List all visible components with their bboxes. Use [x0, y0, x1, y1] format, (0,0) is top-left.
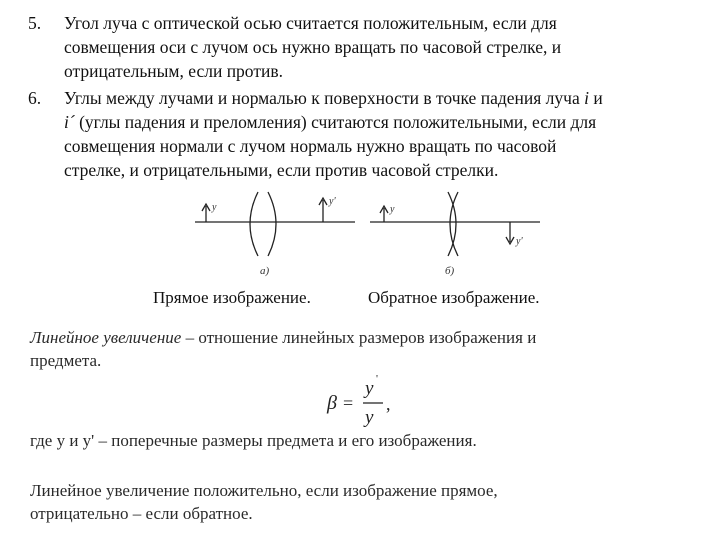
text-line: Угол луча с оптической осью считается положительным, если для [64, 13, 557, 33]
text-line [64, 110, 694, 134]
text-fragment: и [588, 88, 603, 108]
text-line: совмещения оси с лучом ось нужно вращать по часовой стрелке, и [64, 37, 562, 57]
lens-right-surface [268, 192, 276, 256]
text-line [30, 326, 680, 349]
item-number: 5. [28, 13, 42, 33]
text-fragment: (углы падения и преломления) считаются положительными, если для [74, 112, 597, 132]
sign-rule [30, 479, 680, 525]
text-fragment: – отношение линейных размеров изображения и [181, 328, 537, 347]
lens-right-surface [450, 192, 458, 256]
figure-label-b: б) [445, 265, 455, 277]
lens-diagram [190, 188, 550, 288]
text-line: совмещения нормали с лучом нормаль нужно вращать по часовой [64, 136, 557, 156]
caption-inverse-image: Обратное изображение. [368, 288, 540, 307]
term: Линейное увеличение [30, 328, 182, 347]
numerator: y [365, 378, 374, 399]
text-line: предмета. [30, 351, 102, 370]
text-line: стрелке, и отрицательными, если против часовой стрелки. [64, 160, 499, 180]
denominator: y [365, 407, 374, 428]
definition [30, 326, 680, 372]
figure-label-a: a) [260, 265, 270, 277]
formula-comma: , [386, 394, 391, 414]
where-line: где y и y' – поперечные размеры предмета и его изображения. [30, 431, 477, 450]
lens-left-surface [448, 192, 456, 256]
diagram-inverse-image [370, 192, 540, 256]
lens-left-surface [250, 192, 258, 256]
numerator-prime: ' [376, 374, 378, 385]
item-number: 6. [28, 88, 42, 108]
caption-direct-image: Прямое изображение. [153, 288, 311, 307]
text-line: Линейное увеличение положительно, если изображение прямое, [30, 481, 498, 500]
variable-i: i [584, 88, 589, 108]
magnification-formula [325, 374, 405, 432]
beta-symbol: β [327, 392, 337, 414]
label-image: y' [329, 196, 336, 207]
label-object: y [390, 204, 395, 215]
text-line: отрицательным, если против. [64, 61, 283, 81]
variable-i-prime: i´ [64, 112, 75, 132]
item-text [64, 11, 694, 83]
text-fragment: Углы между лучами и нормалью к поверхности в точке падения луча [64, 88, 585, 108]
text-line: отрицательно – если обратное. [30, 504, 253, 523]
label-image: y' [516, 236, 523, 247]
item-text [64, 86, 694, 182]
equals-sign: = [343, 393, 354, 413]
text-line [64, 86, 694, 110]
label-object: y [212, 202, 217, 213]
